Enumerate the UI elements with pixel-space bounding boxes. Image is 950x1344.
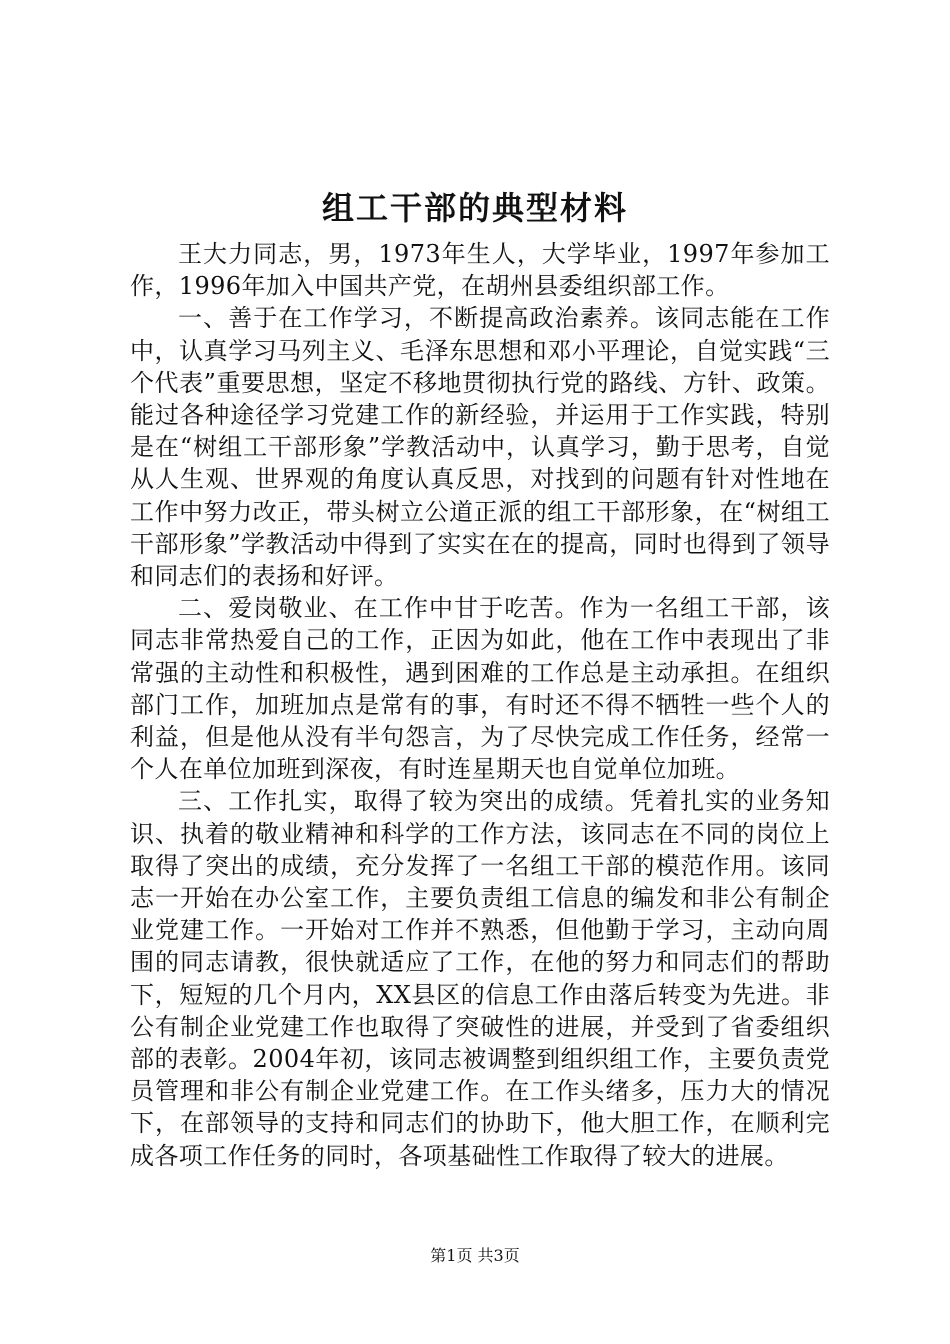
document-title: 组工干部的典型材料 [321, 189, 628, 227]
page-footer: 第1页 共3页 [430, 1246, 520, 1265]
intro-paragraph: 王大力同志，男，1973年生人，大学毕业，1997年参加工作，1996年加入中国共产党，在胡州县委组织部工作。 [130, 240, 830, 301]
section-three-paragraph: 三、工作扎实，取得了较为突出的成绩。凭着扎实的业务知识、执着的敬业精神和科学的工作方法，该同志在不同的岗位上取得了突出的成绩，充分发挥了一名组工干部的模范作用。该同志一开始在办公室工作，主要负责组工信息的编发和非公有制企业党建工作。一开始对工作并不熟悉，但他勤于学习，主动向周围的同志请教，很快就适应了工作，在他的努力和同志们的帮助下，短短的几个月内，XX县区的信息工作由落后转变为先进。非公有制企业党建工作也取得了突破性的进展，并受到了省委组织部的表彰。2004年初，该同志被调整到组织组工作，主要负责党员管理和非公有制企业党建工作。在工作头绪多，压力大的情况下，在部领导的支持和同志们的协助下，他大胆工作，在顺利完成各项工作任务的同时，各项基础性工作取得了较大的进展。 [130, 787, 830, 1170]
section-two-paragraph: 二、爱岗敬业、在工作中甘于吃苦。作为一名组工干部，该同志非常热爱自己的工作，正因为如此，他在工作中表现出了非常强的主动性和积极性，遇到困难的工作总是主动承担。在组织部门工作，加班加点是常有的事，有时还不得不牺牲一些个人的利益，但是他从没有半句怨言，为了尽快完成工作任务，经常一个人在单位加班到深夜，有时连星期天也自觉单位加班。 [130, 594, 830, 784]
section-one-paragraph: 一、善于在工作学习，不断提高政治素养。该同志能在工作中，认真学习马列主义、毛泽东思想和邓小平理论，自觉实践“三个代表”重要思想，坚定不移地贯彻执行党的路线、方针、政策。能过各种途径学习党建工作的新经验，并运用于工作实践，特别是在“树组工干部形象”学教活动中，认真学习，勤于思考，自觉从人生观、世界观的角度认真反思，对找到的问题有针对性地在工作中努力改正，带头树立公道正派的组工干部形象，在“树组工干部形象”学教活动中得到了实实在在的提高，同时也得到了领导和同志们的表扬和好评。 [130, 304, 830, 591]
document-body [130, 238, 830, 1172]
